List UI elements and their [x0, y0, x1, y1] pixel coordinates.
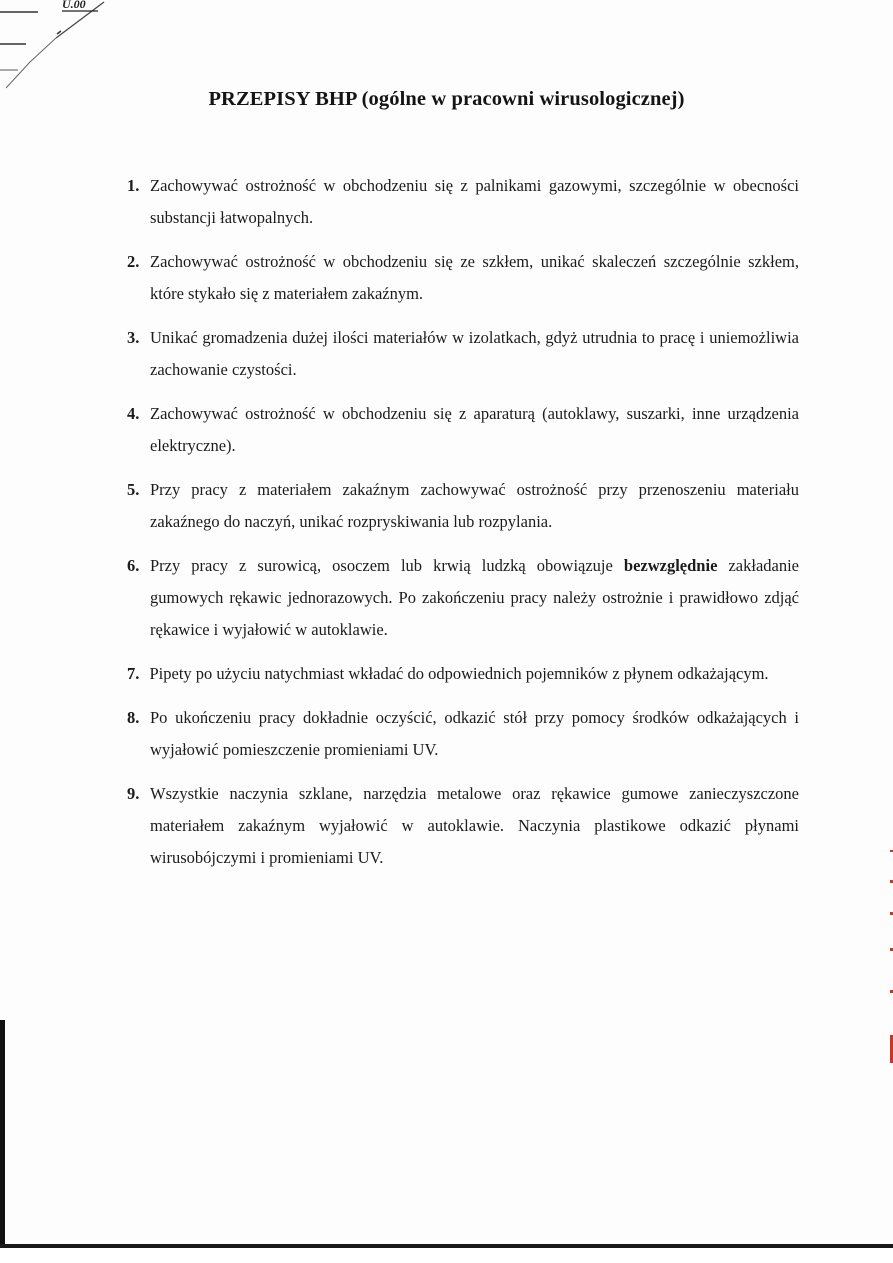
rule-number: 7.: [127, 664, 140, 683]
rule-emphasis: bezwzględnie: [623, 556, 718, 575]
rule-text-before: Przy pracy z surowicą, osoczem lub krwią ludzką obowiązuje: [150, 556, 624, 575]
rule-number: 3.: [127, 328, 140, 347]
rule-text: Przy pracy z materiałem zakaźnym zachowywać ostrożność przy przenoszeniu materiału zakaźnego do naczyń, unikać rozpryskiwania lub rozpylania.: [150, 480, 799, 531]
rule-number: 9.: [127, 784, 140, 803]
rule-item-8: [127, 702, 799, 766]
rule-item-9: [127, 778, 799, 874]
rule-text: Zachowywać ostrożność w obchodzeniu się ze szkłem, unikać skaleczeń szczególnie szkłem, które stykało się z materiałem zakaźnym.: [150, 252, 799, 303]
rule-text: Pipety po użyciu natychmiast wkładać do odpowiednich pojemników z płynem odkażającym.: [149, 664, 769, 683]
rule-number: 8.: [127, 708, 140, 727]
document-title: PRZEPISY BHP (ogólne w pracowni wirusologicznej): [208, 88, 685, 110]
rule-text: [150, 556, 799, 639]
rule-number: 5.: [127, 480, 140, 499]
rule-item-6: [127, 550, 799, 646]
rule-text: Po ukończeniu pracy dokładnie oczyścić, odkazić stół przy pomocy środków odkażających i wyjałowić pomieszczenie promieniami UV.: [150, 708, 799, 759]
rule-item-4: [127, 398, 799, 462]
rule-number: 4.: [127, 404, 140, 423]
rule-item-3: [127, 322, 799, 386]
rule-number: 1.: [127, 176, 140, 195]
rule-text: Zachowywać ostrożność w obchodzeniu się z aparaturą (autoklawy, suszarki, inne urządzenia elektryczne).: [150, 404, 799, 455]
rule-text: Wszystkie naczynia szklane, narzędzia metalowe oraz rękawice gumowe zanieczyszczone materiałem zakaźnym wyjałowić w autoklawie. Naczynia plastikowe odkazić płynami wirusobójczymi i promieniami UV.: [150, 784, 799, 867]
safety-rules-list: [127, 170, 799, 886]
scan-edge-shadow: [0, 1020, 5, 1245]
rule-number: 2.: [127, 252, 140, 271]
rule-item-1: [127, 170, 799, 234]
rule-text: Unikać gromadzenia dużej ilości materiałów w izolatkach, gdyż utrudnia to pracę i uniemożliwia zachowanie czystości.: [150, 328, 799, 379]
rule-item-2: [127, 246, 799, 310]
rule-number: 6.: [127, 556, 140, 575]
rule-text-after: zakładanie gumowych rękawic jednorazowych. Po zakończeniu pracy należy ostrożnie i prawidłowo zdjąć rękawice i wyjałowić w autoklawie.: [150, 556, 799, 639]
rule-text: Zachowywać ostrożność w obchodzeniu się z palnikami gazowymi, szczególnie w obecności substancji łatwopalnych.: [150, 176, 799, 227]
scan-margin: [0, 1248, 893, 1263]
corner-mark-text: U.00: [62, 0, 86, 11]
rule-item-5: [127, 474, 799, 538]
rule-item-7: [127, 658, 799, 690]
